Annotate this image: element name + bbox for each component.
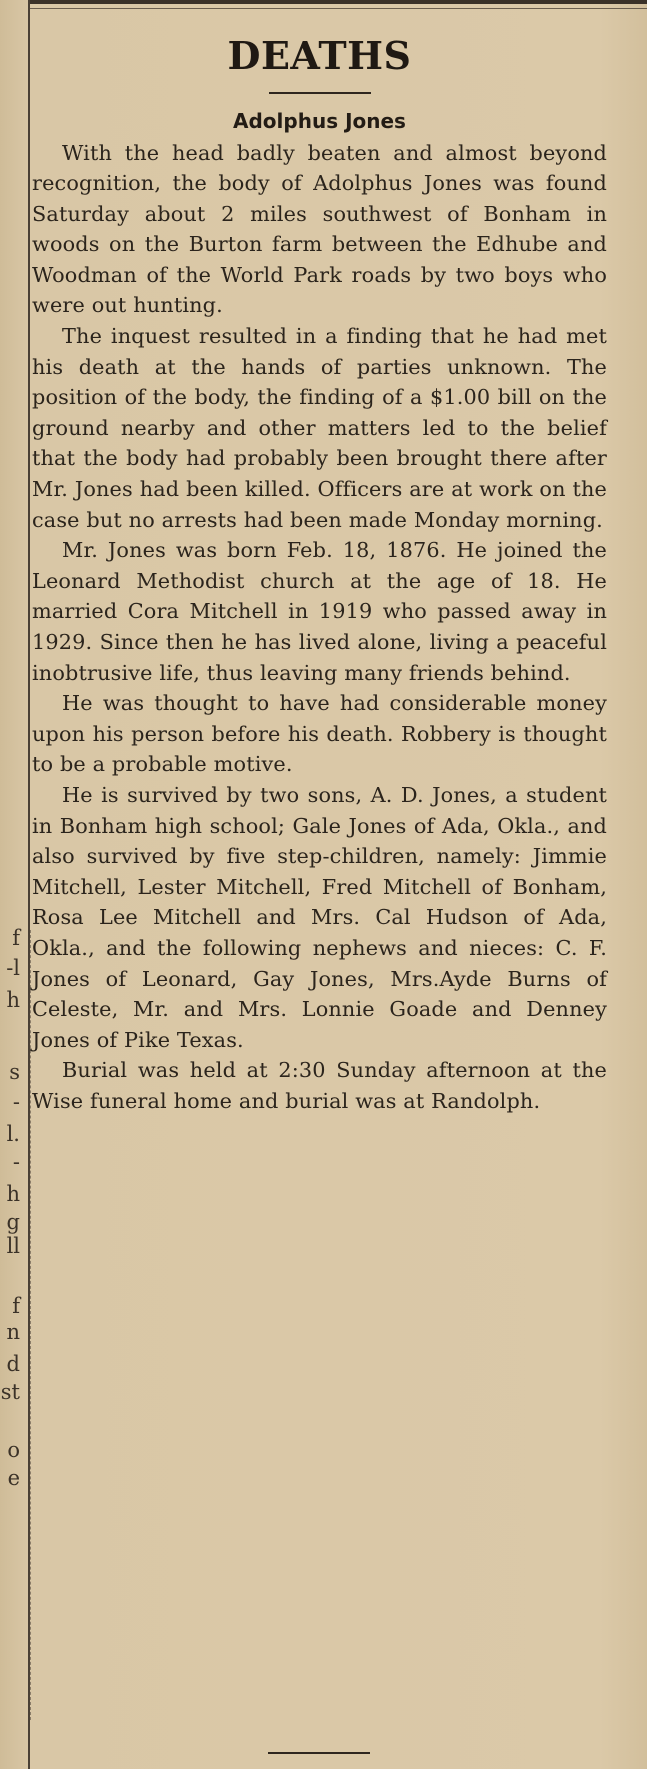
section-heading: DEATHS [227, 33, 412, 78]
left-fragment: - [12, 1150, 20, 1174]
article-paragraph: With the head badly beaten and almost beyond recognition, the body of Adolphus Jones was found Saturday about 2 miles southwest of Bonham in woods on the Burton farm between the Edhube and Woodman of the World Park roads by two boys who were out hunting. [32, 140, 607, 318]
article-subheading: Adolphus Jones [233, 108, 406, 133]
left-fragment: o [7, 1438, 20, 1462]
article-paragraph: He is survived by two sons, A. D. Jones, a student in Bonham high school; Gale Jones of Ada, Okla., and also survived by five step-children, namely: Jimmie Mitchell, Lester Mitchell, Fred Mitchell of Bonham, Rosa Lee Mitchell and Mrs. Cal Hudson of Ada, Okla., and the following nephews and nieces: C. F. Jones of Leonard, Gay Jones, Mrs.Ayde Burns of Celeste, Mr. and Mrs. Lonnie Goade and Denney Jones of Pike Texas. [32, 782, 607, 1052]
left-fragment: h [6, 1182, 20, 1206]
left-fragment: n [6, 1320, 20, 1344]
left-fragment: d [6, 1352, 20, 1376]
left-fragment: - [12, 1090, 20, 1114]
left-column-fragments [0, 0, 24, 1769]
obituary-article [32, 22, 607, 1117]
left-fragment: f [12, 926, 20, 950]
top-rule-thin [30, 8, 647, 9]
left-fragment: h [6, 988, 20, 1012]
top-rule [30, 0, 647, 4]
article-paragraph: Mr. Jones was born Feb. 18, 1876. He joined the Leonard Methodist church at the age of 18. He married Cora Mitchell in 1919 who passed away in 1929. Since then he has lived alone, living a peaceful inobtrusive life, thus leaving many friends behind. [32, 538, 607, 685]
left-fragment: g [6, 1210, 20, 1234]
left-fragment: ll [6, 1234, 20, 1258]
article-paragraph: The inquest resulted in a finding that he had met his death at the hands of parties unknown. The position of the body, the finding of a $1.00 bill on the ground nearby and other matters led to the belief that the body had probably been brought there after Mr. Jones had been killed. Officers are at work on the case but no arrests had been made Monday morning. [32, 324, 607, 532]
left-fragment: l. [6, 1122, 20, 1146]
closing-rule [268, 1752, 370, 1754]
article-paragraph: He was thought to have had considerable money upon his person before his death. Robbery is thought to be a probable motive. [32, 691, 607, 777]
left-fragment: -l [6, 956, 20, 980]
left-fragment: st [0, 1380, 20, 1404]
heading-rule [269, 92, 371, 94]
left-fragment: f [12, 1294, 20, 1318]
article-paragraph: Burial was held at 2:30 Sunday afternoon at the Wise funeral home and burial was at Randolph. [32, 1058, 607, 1113]
left-fragment: s [9, 1060, 20, 1084]
left-fragment: e [7, 1466, 20, 1490]
